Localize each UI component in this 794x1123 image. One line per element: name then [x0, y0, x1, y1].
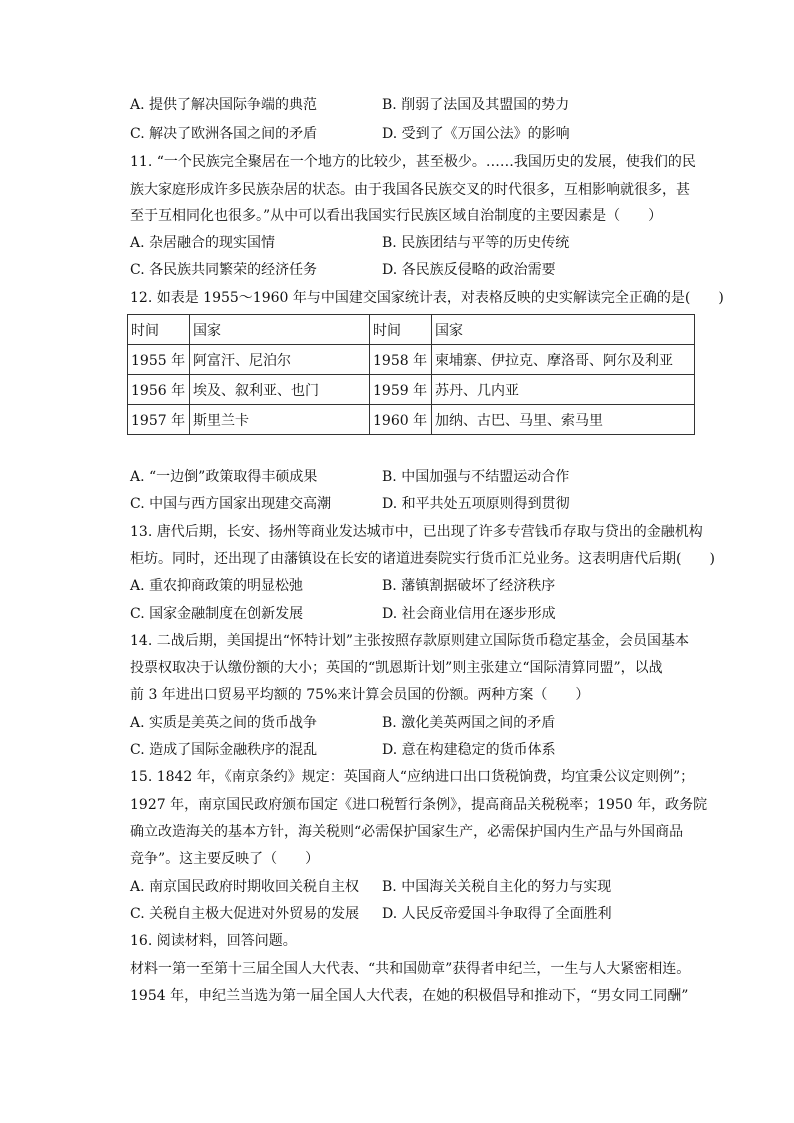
- q16-stem-line-1: 16. 阅读材料，回答问题。: [130, 933, 297, 949]
- q11-option-d: D. 各民族反侵略的政治需要: [382, 262, 556, 278]
- q12-table: [127, 314, 695, 435]
- table-row: [128, 375, 695, 405]
- q12-options-row-1: [130, 467, 730, 487]
- q10-option-a: A. 提供了解决国际争端的典范: [130, 97, 318, 113]
- table-cell: 加纳、古巴、马里、索马里: [432, 405, 695, 435]
- q13-stem-line-2: 柜坊。同时，还出现了由藩镇设在长安的诸道进奏院实行货币汇兑业务。这表明唐代后期( ): [130, 551, 715, 567]
- table-cell: 1959 年: [370, 375, 432, 405]
- q11-stem-line-2: 族大家庭形成许多民族杂居的状态。由于我国各民族交叉的时代很多，互相影响就很多，甚: [130, 182, 690, 198]
- q13-options-row-2: [130, 604, 730, 624]
- q13-option-c: C. 国家金融制度在创新发展: [130, 606, 304, 622]
- table-header-cell: 时间: [128, 315, 190, 345]
- q11-options-row-2: [130, 260, 730, 280]
- q14-option-c: C. 造成了国际金融秩序的混乱: [130, 742, 318, 758]
- table-cell: 柬埔寨、伊拉克、摩洛哥、阿尔及利亚: [432, 345, 695, 375]
- q11-stem-line-3: 至于互相同化也很多。”从中可以看出我国实行民族区域自治制度的主要因素是（ ）: [130, 208, 663, 224]
- q12-option-b: B. 中国加强与不结盟运动合作: [382, 469, 570, 485]
- q14-option-a: A. 实质是美英之间的货币战争: [130, 715, 318, 731]
- q10-option-b: B. 削弱了法国及其盟国的势力: [382, 97, 570, 113]
- q14-stem-line-2: 投票权取决于认缴份额的大小；英国的“凯恩斯计划”则主张建立“国际清算同盟”，以战: [130, 660, 663, 676]
- q14-option-b: B. 激化美英两国之间的矛盾: [382, 715, 556, 731]
- q14-option-d: D. 意在构建稳定的货币体系: [382, 742, 556, 758]
- table-cell: 1958 年: [370, 345, 432, 375]
- table-cell: 埃及、叙利亚、也门: [190, 375, 370, 405]
- table-cell: 1957 年: [128, 405, 190, 435]
- q13-stem-line-1: 13. 唐代后期，长安、扬州等商业发达城市中，已出现了许多专营钱币存取与贷出的金融机构: [130, 524, 703, 540]
- q11-stem-line-1: 11. “一个民族完全聚居在一个地方的比较少，甚至极少。……我国历史的发展，使我们的民: [130, 154, 696, 170]
- table-row: [128, 405, 695, 435]
- q11-option-b: B. 民族团结与平等的历史传统: [382, 235, 570, 251]
- table-header-cell: 国家: [190, 315, 370, 345]
- table-cell: 1955 年: [128, 345, 190, 375]
- q16-material-line-1: 材料一第一至第十三届全国人大代表、“共和国勋章”获得者申纪兰，一生与人大紧密相连。: [130, 961, 691, 977]
- q14-stem-line-1: 14. 二战后期，美国提出“怀特计划”主张按照存款原则建立国际货币稳定基金，会员国基本: [130, 633, 690, 649]
- q14-options-row-1: [130, 713, 730, 733]
- q15-options-row-2: [130, 904, 730, 924]
- table-header-cell: 时间: [370, 315, 432, 345]
- q10-option-c: C. 解决了欧洲各国之间的矛盾: [130, 126, 318, 142]
- table-cell: 阿富汗、尼泊尔: [190, 345, 370, 375]
- q10-options-row-1: [130, 95, 730, 115]
- q15-stem-line-4: 竞争”。这主要反映了（ ）: [130, 851, 320, 867]
- q12-option-a: A. “一边倒”政策取得丰硕成果: [130, 469, 318, 485]
- q16-material-line-2: 1954 年，申纪兰当选为第一届全国人大代表，在她的积极倡导和推动下，“男女同工同酬”: [130, 988, 689, 1004]
- q15-option-c: C. 关税自主极大促进对外贸易的发展: [130, 906, 360, 922]
- table-cell: 1960 年: [370, 405, 432, 435]
- table-header-row: [128, 315, 695, 345]
- q13-options-row-1: [130, 576, 730, 596]
- q13-option-b: B. 藩镇割据破坏了经济秩序: [382, 578, 556, 594]
- q11-option-c: C. 各民族共同繁荣的经济任务: [130, 262, 318, 278]
- q12-option-c: C. 中国与西方国家出现建交高潮: [130, 496, 332, 512]
- table-cell: 1956 年: [128, 375, 190, 405]
- q15-stem-line-2: 1927 年，南京国民政府颁布国定《进口税暂行条例》，提高商品关税税率；1950 年，政务院: [130, 797, 708, 813]
- q15-options-row-1: [130, 877, 730, 897]
- q12-stem: 12. 如表是 1955～1960 年与中国建交国家统计表，对表格反映的史实解读完全正确的是( ): [130, 290, 724, 306]
- q13-option-a: A. 重农抑商政策的明显松弛: [130, 578, 304, 594]
- q15-option-a: A. 南京国民政府时期收回关税自主权: [130, 879, 360, 895]
- q15-stem-line-1: 15. 1842 年，《南京条约》规定：英国商人“应纳进口出口货税饷费，均宜秉公议定则例”；: [130, 769, 695, 785]
- table-cell: 斯里兰卡: [190, 405, 370, 435]
- q11-option-a: A. 杂居融合的现实国情: [130, 235, 276, 251]
- table-header-cell: 国家: [432, 315, 695, 345]
- q12-option-d: D. 和平共处五项原则得到贯彻: [382, 496, 570, 512]
- q11-options-row-1: [130, 233, 730, 253]
- q15-option-b: B. 中国海关关税自主化的努力与实现: [382, 879, 612, 895]
- q13-option-d: D. 社会商业信用在逐步形成: [382, 606, 556, 622]
- q12-options-row-2: [130, 494, 730, 514]
- table-row: [128, 345, 695, 375]
- q15-option-d: D. 人民反帝爱国斗争取得了全面胜利: [382, 906, 612, 922]
- q15-stem-line-3: 确立改造海关的基本方针，海关税则“必需保护国家生产，必需保护国内生产品与外国商品: [130, 824, 684, 840]
- q14-stem-line-3: 前 3 年进出口贸易平均额的 75%来计算会员国的份额。两种方案（ ）: [130, 687, 590, 703]
- q14-options-row-2: [130, 740, 730, 760]
- q10-option-d: D. 受到了《万国公法》的影响: [382, 126, 570, 142]
- table-cell: 苏丹、几内亚: [432, 375, 695, 405]
- q10-options-row-2: [130, 124, 730, 144]
